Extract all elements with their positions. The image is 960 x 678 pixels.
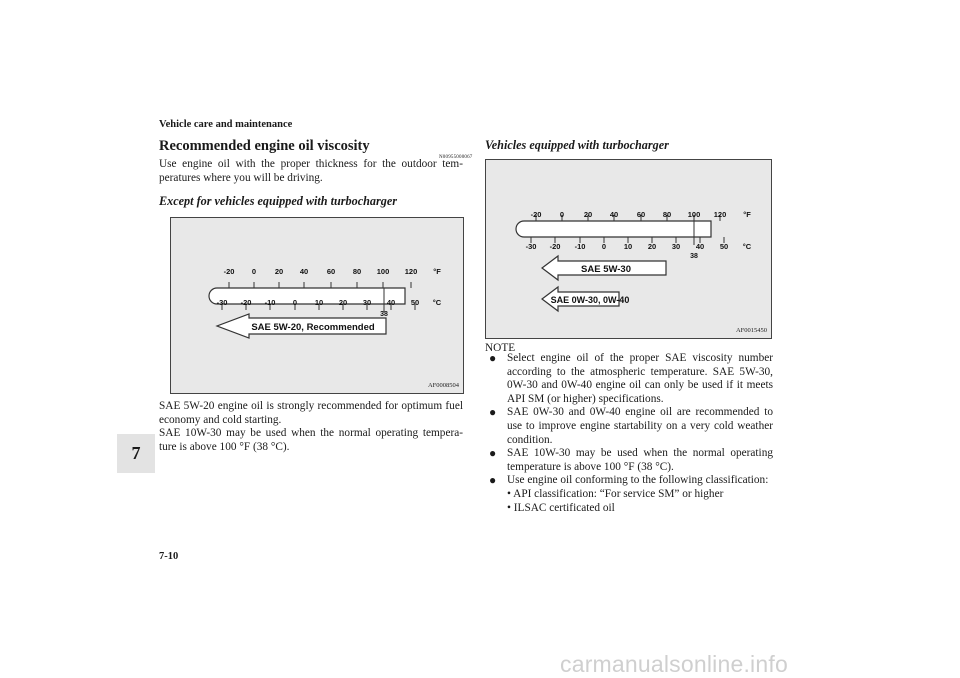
figure-code: AF0015450 xyxy=(735,327,767,334)
c-tick-label: -20 xyxy=(240,298,252,307)
page-heading: Recommended engine oil viscosity xyxy=(159,138,370,154)
arrow-label: SAE 5W-30 xyxy=(581,264,631,275)
bullet-icon: ● xyxy=(489,473,497,488)
note-bullet-text: SAE 0W-30 and 0W-40 engine oil are recommended to use to improve engine startability on a very cold weather condition. xyxy=(507,406,773,446)
c-tick-label: 30 xyxy=(362,298,372,307)
subheading-non-turbo: Except for vehicles equipped with turbocharger xyxy=(159,194,397,208)
note-bullet-item xyxy=(489,406,773,447)
c-tick-label: 50 xyxy=(410,298,420,307)
note-bullet-text: SAE 10W-30 may be used when the normal operating temperature is above 100 °F (38 °C). xyxy=(507,447,773,473)
note-sub-bullet: • API classification: “For service SM” or higher xyxy=(507,487,724,500)
f-tick-label: 80 xyxy=(662,210,672,219)
f-tick-label: 20 xyxy=(274,267,284,276)
f-tick-label: 0 xyxy=(251,267,257,276)
f-tick-label: 20 xyxy=(583,210,593,219)
c-tick-label: -30 xyxy=(525,242,537,251)
chapter-tab-number: 7 xyxy=(131,443,141,463)
f-tick-label: 60 xyxy=(636,210,646,219)
c-tick-label: 0 xyxy=(601,242,607,251)
note-sub-bullet: • ILSAC certificated oil xyxy=(507,501,615,514)
note-bullet-list xyxy=(489,352,773,515)
c-tick-label: 0 xyxy=(292,298,298,307)
thermometer-diagram xyxy=(171,218,463,393)
note-bullet-item xyxy=(489,447,773,474)
c-tick-label: 20 xyxy=(338,298,348,307)
arrow-label: SAE 5W-20, Recommended xyxy=(251,322,375,333)
intro-paragraph: Use engine oil with the proper thickness for the outdoor tem-peratures where you will be driving. xyxy=(159,158,463,184)
c-tick-label: 30 xyxy=(671,242,681,251)
viscosity-chart-turbo xyxy=(485,159,772,339)
c-tick-label: -30 xyxy=(216,298,228,307)
note-bullet-item xyxy=(489,474,773,488)
left-body-paragraph: SAE 5W-20 engine oil is strongly recommended for optimum fuel economy and cold starting. SAE 10W-30 may be used when the normal operating tempera-ture is above 100 °F (38 °C). xyxy=(159,400,463,453)
marker-label: 38 xyxy=(690,253,698,260)
f-tick-label: 80 xyxy=(352,267,362,276)
c-tick-label: -10 xyxy=(574,242,586,251)
c-tick-label: 10 xyxy=(623,242,633,251)
f-tick-label: 120 xyxy=(713,210,727,219)
note-label: NOTE xyxy=(485,342,516,354)
f-tick-label: 40 xyxy=(299,267,309,276)
section-title: Vehicle care and maintenance xyxy=(159,119,293,130)
c-tick-label: 40 xyxy=(386,298,396,307)
figure-code: AF0008504 xyxy=(427,382,459,389)
c-tick-label: 10 xyxy=(314,298,324,307)
f-tick-label: -20 xyxy=(223,267,235,276)
bullet-icon: ● xyxy=(489,351,497,365)
celsius-unit: °C xyxy=(432,298,442,307)
viscosity-chart-non-turbo xyxy=(170,217,464,394)
bullet-icon: ● xyxy=(489,446,497,461)
thermometer-diagram xyxy=(486,160,771,338)
f-tick-label: -20 xyxy=(530,210,542,219)
fahrenheit-unit: °F xyxy=(743,210,751,219)
c-tick-label: -10 xyxy=(264,298,276,307)
f-tick-label: 0 xyxy=(559,210,565,219)
marker-label: 38 xyxy=(380,311,388,318)
f-tick-label: 40 xyxy=(609,210,619,219)
bullet-icon: ● xyxy=(489,405,497,420)
note-bullet-text: Select engine oil of the proper SAE viscosity number according to the atmospheric temperature. SAE 5W-30, 0W-30 and 0W-40 engine oil can only be used if it meets API SM (or higher) specifications. xyxy=(507,352,773,405)
arrow-label: SAE 0W-30, 0W-40 xyxy=(550,295,630,305)
f-tick-label: 60 xyxy=(326,267,336,276)
c-tick-label: 50 xyxy=(719,242,729,251)
heading-code: N00955000067 xyxy=(439,155,473,160)
page-number: 7-10 xyxy=(159,551,179,562)
note-bullet-item xyxy=(489,352,773,406)
fahrenheit-unit: °F xyxy=(433,267,441,276)
celsius-unit: °C xyxy=(742,242,752,251)
subheading-turbo: Vehicles equipped with turbocharger xyxy=(485,138,669,152)
note-bullet-text: Use engine oil conforming to the following classification: xyxy=(507,474,769,487)
c-tick-label: 20 xyxy=(647,242,657,251)
c-tick-label: -20 xyxy=(549,242,561,251)
c-tick-label: 40 xyxy=(695,242,705,251)
f-tick-label: 100 xyxy=(687,210,701,219)
f-tick-label: 100 xyxy=(376,267,390,276)
watermark: carmanualsonline.info xyxy=(560,651,788,677)
f-tick-label: 120 xyxy=(404,267,418,276)
